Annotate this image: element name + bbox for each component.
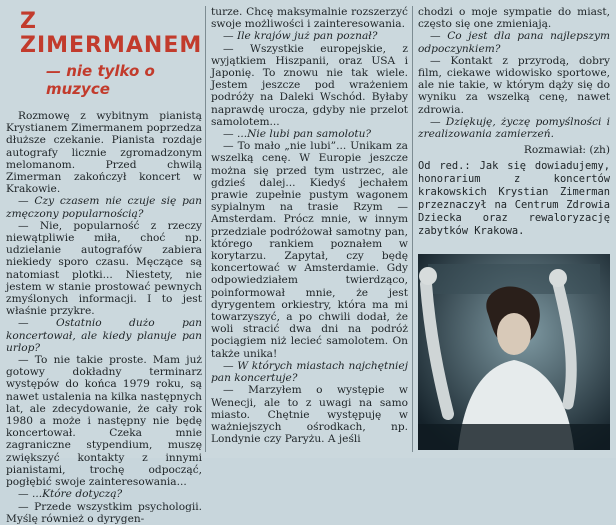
interview-question: — W których miastach najchętniej pan koncertuje? bbox=[211, 359, 408, 385]
interview-question: — ...Nie lubi pan samolotu? bbox=[223, 128, 372, 141]
headline-main: Z ZIMERMANEM bbox=[20, 9, 203, 58]
interview-question: — Czy czasem nie czuje się pan zmęczony popularnością? bbox=[6, 195, 202, 220]
interview-paragraph: — To nie takie proste. Mam już gotowy dokładny terminarz występów do końca 1979 roku, są nawet ustalenia na kilka następnych lat, ale zdecydowanie, że cały rok 1980 a może i następny nie będę koncertował. Czeka mnie zagraniczne stypendium, muszę zwiększyć kontakty z innymi pianistami, trochę odpocząć, pogłębić swoje zainteresowania... bbox=[6, 354, 202, 489]
interview-paragraph: — Przede wszystkim psychologii. Myślę również o dyrygen- bbox=[6, 500, 202, 525]
photo-illustration bbox=[418, 254, 610, 450]
interview-paragraph: chodzi o moje sympatie do miast, często się one zmieniają. bbox=[418, 6, 610, 31]
column-2 bbox=[211, 6, 408, 445]
interview-question: — Ostatnio dużo pan koncertował, ale kiedy planuje pan urlop? bbox=[6, 317, 202, 354]
interview-paragraph: — Wszystkie europejskie, z wyjątkiem Hiszpanii, oraz USA i Japonię. To znowu nie tak wiele. Jestem jeszcze pod wrażeniem podróży na Daleki Wschód. Byłaby naprawdę urocza, gdyby nie przelot samolotem... bbox=[211, 42, 408, 128]
pianist-photo bbox=[418, 254, 610, 450]
interview-paragraph: — Kontakt z przyrodą, dobry film, ciekawe widowisko sportowe, ale nie takie, w którym dąży się do wyniku za wszelką cenę, nawet zdrowia. bbox=[418, 54, 610, 116]
column-3 bbox=[418, 6, 610, 238]
interview-paragraph: — To mało „nie lubi”... Unikam za wszelką cenę. W Europie jeszcze można się przed tym ustrzec, ale gdzieś dalej... Kiedyś jechałem prawie zupełnie pustym wagonem sypialnym na trasie Rzym — Amsterdam. Prócz mnie, w innym przedziale podróżował samotny pan, którego rankiem poznałem w korytarzu. Zapytał, czy będę koncertować w Amsterdamie. Gdy odpowiedziałem twierdząco, poinformował mnie, że jest dyrygentem orkiestry, która ma mi towarzyszyć, a po chwili dodał, że woli stracić dwa dni na podróż pociągiem niż lecieć samolotem. On także unika! bbox=[211, 140, 408, 360]
column-1 bbox=[6, 6, 202, 525]
column-2-body bbox=[211, 6, 408, 445]
interview-question: — Dziękuję, życzę pomyślności i zrealizowania zamierzeń. bbox=[418, 115, 610, 141]
interview-question: — Co jest dla pana najlepszym odpoczynkiem? bbox=[418, 30, 610, 55]
interview-paragraph: — Nie, popularność z rzeczy niewątpliwie miła, choć np. udzielanie autografów zabiera niekiedy sporo czasu. Męczące są natomiast plotki... Niestety, nie jestem w stanie prostować pewnych zmyślonych informacji. I to jest właśnie przykre. bbox=[6, 219, 202, 318]
interview-paragraph: Rozmowę z wybitnym pianistą Krystianem Zimermanem poprzedza dłuższe czekanie. Pianista rozdaje autografy licznie zgromadzonym melomanom. Przed chwilą Zimerman zakończył koncert w Krakowie. bbox=[6, 110, 202, 196]
headline bbox=[6, 10, 202, 98]
interview-paragraph: turze. Chcę maksymalnie rozszerzyć swoje możliwości i zainteresowania. bbox=[211, 6, 408, 31]
column-3-body bbox=[418, 6, 610, 140]
headline-sub: — nie tylko o muzyce bbox=[46, 62, 155, 98]
interview-question: — Ile krajów już pan poznał? bbox=[223, 30, 378, 43]
column-1-body bbox=[6, 110, 202, 525]
editor-note: Od red.: Jak się dowiadujemy, honorarium z koncertów krakowskich Krystian Zimerman przeznaczył na Centrum Zdrowia Dziecka oraz rewaloryzację zabytków Krakowa. bbox=[418, 160, 610, 238]
interview-paragraph: — Marzyłem o występie w Wenecji, ale to z uwagi na samo miasto. Chętnie występuję w ważniejszych ośrodkach, np. Londynie czy Paryżu. A jeśli bbox=[211, 384, 408, 446]
column-divider bbox=[412, 6, 413, 452]
interview-question: — ...Które dotyczą? bbox=[18, 488, 123, 501]
byline: Rozmawiał: (zh) bbox=[523, 144, 610, 157]
column-divider bbox=[205, 6, 206, 452]
